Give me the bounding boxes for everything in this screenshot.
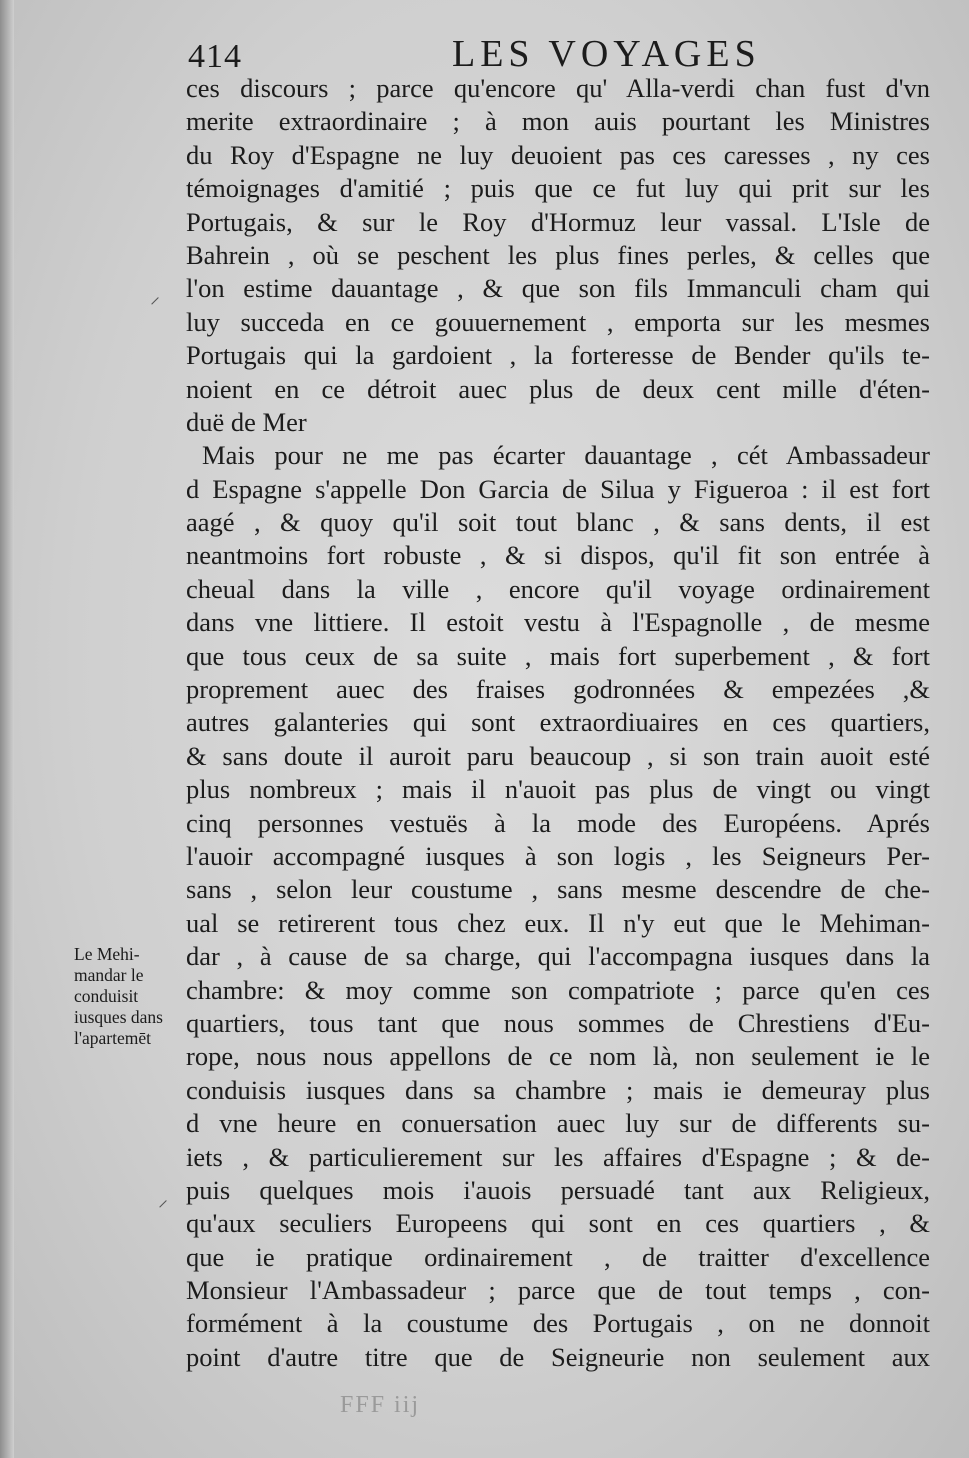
margin-note-line: mandar le: [74, 965, 144, 985]
page-gutter-edge: [0, 0, 14, 1458]
page-number: 414: [188, 38, 242, 75]
text-line: Portugais, & sur le Roy d'Hormuz leur vassal. L'Isle de: [186, 206, 930, 237]
margin-note-line: conduisit: [74, 986, 139, 1006]
margin-tick-mark: ⸝: [150, 286, 160, 308]
text-line: ual se retirerent tous chez eux. Il n'y eut que le Mehiman-: [186, 907, 930, 938]
margin-note: [74, 944, 184, 1049]
body-text: [186, 72, 930, 1374]
text-line: rope, nous nous appellons de ce nom là, non seulement ie le: [186, 1041, 930, 1072]
text-line: témoignages d'amitié ; puis que ce fut luy qui prit sur les: [186, 173, 930, 204]
text-line: cheual dans la ville , encore qu'il voyage ordinairement: [186, 573, 930, 604]
text-line: cinq personnes vestuës à la mode des Européens. Aprés: [186, 807, 930, 838]
text-line: point d'autre titre que de Seigneurie non seulement aux: [186, 1341, 930, 1372]
text-line: autres galanteries qui sont extraordiuaires en ces quartiers,: [186, 707, 930, 738]
text-line: puis quelques mois i'auois persuadé tant aux Religieux,: [186, 1174, 930, 1205]
text-line: chambre: & moy comme son compatriote ; parce qu'en ces: [186, 974, 930, 1005]
text-line: Portugais qui la gardoient , la forteresse de Bender qu'ils te-: [186, 340, 930, 371]
text-line: ces discours ; parce qu'encore qu' Alla-verdi chan fust d'vn: [186, 73, 930, 103]
paragraph-start-line: Mais pour ne me pas écarter dauantage , cét Ambassadeur: [202, 440, 930, 471]
text-line: l'auoir accompagné iusques à son logis , les Seigneurs Per-: [186, 840, 930, 871]
text-line: proprement auec des fraises godronnées & empezées ,&: [186, 674, 930, 705]
text-line: noient en ce détroit auec plus de deux cent mille d'éten-: [186, 373, 930, 404]
running-title: LES VOYAGES: [452, 33, 761, 75]
text-line: luy succeda en ce gouuernement , emporta sur les mesmes: [186, 306, 930, 337]
text-line: & sans doute il auroit paru beaucoup , si son train auoit esté: [186, 740, 930, 771]
text-line: Bahrein , où se peschent les plus fines perles, & celles que: [186, 239, 930, 270]
text-line: merite extraordinaire ; à mon auis pourtant les Ministres: [186, 106, 930, 137]
text-line: sans , selon leur coustume , sans mesme descendre de che-: [186, 874, 930, 905]
text-line: qu'aux seculiers Europeens qui sont en ces quartiers , &: [186, 1208, 930, 1239]
text-line: Monsieur l'Ambassadeur ; parce que de tout temps , con-: [186, 1275, 930, 1306]
signature-mark: FFF iij: [340, 1392, 421, 1418]
text-line: d vne heure en conuersation auec luy sur de differents su-: [186, 1108, 930, 1139]
text-line: iets , & particulierement sur les affaires d'Espagne ; & de-: [186, 1141, 930, 1172]
margin-tick-mark: ⸝: [158, 1189, 168, 1211]
text-line: neantmoins fort robuste , & si dispos, qu'il fit son entrée à: [186, 540, 930, 571]
text-line: que ie pratique ordinairement , de traitter d'excellence: [186, 1241, 930, 1272]
text-line: quartiers, tous tant que nous sommes de Chrestiens d'Eu-: [186, 1007, 930, 1038]
text-line: plus nombreux ; mais il n'auoit pas plus de vingt ou vingt: [186, 774, 930, 805]
text-line: dar , à cause de sa charge, qui l'accompagna iusques dans la: [186, 941, 930, 972]
text-line: l'on estime dauantage , & que son fils Immanculi cham qui: [186, 273, 930, 304]
text-line: duë de Mer: [186, 406, 307, 437]
text-line: que tous ceux de sa suite , mais fort superbement , & fort: [186, 640, 930, 671]
text-line: aagé , & quoy qu'il soit tout blanc , & sans dents, il est: [186, 507, 930, 538]
text-line: conduisis iusques dans sa chambre ; mais ie demeuray plus: [186, 1074, 930, 1105]
margin-note-line: l'apartemēt: [74, 1028, 151, 1048]
margin-note-line: iusques dans: [74, 1007, 163, 1027]
text-line: formément à la coustume des Portugais , on ne donnoit: [186, 1308, 930, 1339]
text-line: dans vne littiere. Il estoit vestu à l'Espagnolle , de mesme: [186, 607, 930, 638]
text-line: du Roy d'Espagne ne luy deuoient pas ces caresses , ny ces: [186, 139, 930, 170]
margin-note-line: Le Mehi-: [74, 944, 140, 964]
text-line: d Espagne s'appelle Don Garcia de Silua y Figueroa : il est fort: [186, 473, 930, 504]
